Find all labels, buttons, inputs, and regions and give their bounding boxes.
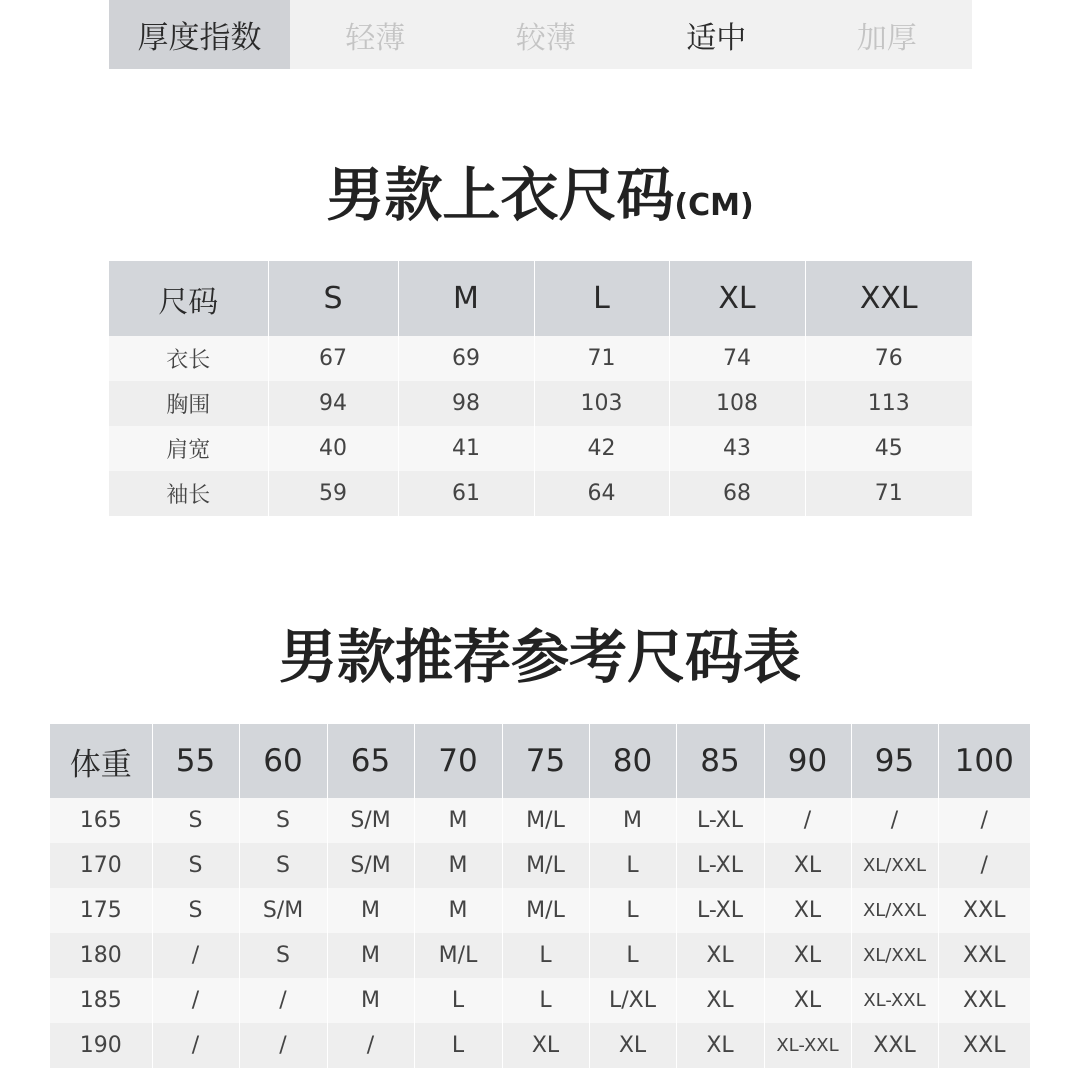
recommend-chart-header-cell: 100 <box>938 724 1030 798</box>
thickness-option-medium: 适中 <box>686 20 747 56</box>
recommend-chart-cell: XXL <box>938 1023 1030 1068</box>
recommend-chart-cell: M/L <box>502 843 589 888</box>
recommend-chart-header-cell: 体重 <box>50 724 152 798</box>
size-chart-title <box>0 148 1080 232</box>
recommend-chart-header-cell: 75 <box>502 724 589 798</box>
size-chart-cell: 42 <box>534 426 669 471</box>
thickness-index-bar <box>109 0 972 69</box>
recommend-chart-cell: M <box>589 798 676 843</box>
size-chart-header-cell: 尺码 <box>109 261 268 336</box>
size-chart-header-row <box>109 261 972 336</box>
size-chart-unit: (CM) <box>674 188 754 223</box>
size-chart-table <box>109 261 972 516</box>
size-chart-title-text: 男款上衣尺码 <box>326 161 675 229</box>
recommend-chart-header-cell: 60 <box>239 724 327 798</box>
recommend-chart-cell: XL <box>764 933 851 978</box>
recommend-chart-cell: XL/XXL <box>851 933 938 978</box>
size-chart-measure-label: 衣长 <box>109 336 268 381</box>
recommend-chart-header-cell: 55 <box>152 724 239 798</box>
size-chart-cell: 113 <box>805 381 972 426</box>
recommend-chart-height-cell: 180 <box>50 933 152 978</box>
recommend-chart-header-cell: 95 <box>851 724 938 798</box>
recommend-chart-height-cell: 170 <box>50 843 152 888</box>
recommend-chart-cell: / <box>239 1023 327 1068</box>
size-chart-cell: 74 <box>669 336 805 381</box>
recommend-chart-header-row <box>50 724 1030 798</box>
recommend-chart-cell: / <box>938 798 1030 843</box>
recommend-chart-cell: XL-XXL <box>764 1023 851 1068</box>
recommend-chart-cell: / <box>851 798 938 843</box>
recommend-chart-header-cell: 70 <box>414 724 502 798</box>
size-chart-cell: 103 <box>534 381 669 426</box>
size-chart-cell: 94 <box>268 381 398 426</box>
size-chart-cell: 98 <box>398 381 534 426</box>
recommend-chart-row <box>50 1023 1030 1068</box>
recommend-chart-header-cell: 90 <box>764 724 851 798</box>
size-chart-row <box>109 381 972 426</box>
recommend-chart-cell: / <box>152 978 239 1023</box>
recommend-chart-cell: XL <box>502 1023 589 1068</box>
recommend-chart-cell: XXL <box>938 933 1030 978</box>
size-chart-cell: 71 <box>805 471 972 516</box>
recommend-chart-height-cell: 175 <box>50 888 152 933</box>
recommend-chart-cell: L <box>414 978 502 1023</box>
recommend-chart-cell: M <box>414 798 502 843</box>
recommend-chart-cell: L <box>589 888 676 933</box>
recommend-chart-cell: XL-XXL <box>851 978 938 1023</box>
recommend-chart-cell: S <box>152 798 239 843</box>
recommend-chart-cell: / <box>152 933 239 978</box>
recommend-chart-cell: XL <box>589 1023 676 1068</box>
size-chart-row <box>109 426 972 471</box>
recommend-chart-height-cell: 190 <box>50 1023 152 1068</box>
recommend-chart-cell: XL <box>764 843 851 888</box>
thickness-option-thin: 较薄 <box>515 20 576 56</box>
thickness-option-light: 轻薄 <box>345 20 406 56</box>
recommend-chart-cell: XL <box>676 933 764 978</box>
recommend-chart-row <box>50 798 1030 843</box>
recommend-chart-height-cell: 165 <box>50 798 152 843</box>
recommend-chart-cell: S <box>239 843 327 888</box>
size-chart-cell: 41 <box>398 426 534 471</box>
size-chart-cell: 45 <box>805 426 972 471</box>
recommend-chart-table <box>50 724 1030 1068</box>
recommend-chart-cell: M <box>327 933 414 978</box>
size-chart-cell: 69 <box>398 336 534 381</box>
recommend-chart-row <box>50 888 1030 933</box>
recommend-chart-cell: S/M <box>327 798 414 843</box>
recommend-chart-cell: XL <box>676 1023 764 1068</box>
recommend-chart-cell: XL <box>764 888 851 933</box>
recommend-chart-cell: XL <box>676 978 764 1023</box>
recommend-chart-cell: L <box>589 843 676 888</box>
recommend-chart-cell: L <box>589 933 676 978</box>
recommend-chart-cell: M <box>327 978 414 1023</box>
thickness-option-thick: 加厚 <box>856 20 917 56</box>
size-chart-cell: 59 <box>268 471 398 516</box>
recommend-chart-cell: XXL <box>938 888 1030 933</box>
size-chart-cell: 67 <box>268 336 398 381</box>
recommend-chart-cell: M <box>414 843 502 888</box>
recommend-chart-cell: S <box>239 933 327 978</box>
size-chart-header-cell: L <box>534 261 669 336</box>
recommend-chart-cell: / <box>938 843 1030 888</box>
recommend-chart-cell: XXL <box>851 1023 938 1068</box>
recommend-chart-cell: L <box>414 1023 502 1068</box>
recommend-chart-cell: S <box>239 798 327 843</box>
size-chart-cell: 108 <box>669 381 805 426</box>
recommend-chart-cell: M/L <box>502 888 589 933</box>
recommend-chart-cell: XL <box>764 978 851 1023</box>
size-chart-measure-label: 袖长 <box>109 471 268 516</box>
size-chart-header-cell: XL <box>669 261 805 336</box>
size-chart-measure-label: 肩宽 <box>109 426 268 471</box>
recommend-chart-title: 男款推荐参考尺码表 <box>278 623 801 691</box>
recommend-chart-height-cell: 185 <box>50 978 152 1023</box>
recommend-chart-cell: L <box>502 933 589 978</box>
size-chart-header-cell: M <box>398 261 534 336</box>
size-chart-header-cell: S <box>268 261 398 336</box>
recommend-chart-cell: / <box>327 1023 414 1068</box>
recommend-chart-row <box>50 978 1030 1023</box>
size-chart-cell: 76 <box>805 336 972 381</box>
recommend-chart-cell: L-XL <box>676 843 764 888</box>
recommend-chart-header-cell: 80 <box>589 724 676 798</box>
recommend-chart-row <box>50 933 1030 978</box>
recommend-chart-cell: XL/XXL <box>851 843 938 888</box>
recommend-chart-cell: S <box>152 888 239 933</box>
recommend-chart-cell: L <box>502 978 589 1023</box>
recommend-chart-cell: S/M <box>327 843 414 888</box>
recommend-chart-cell: M/L <box>502 798 589 843</box>
recommend-chart-cell: S/M <box>239 888 327 933</box>
recommend-chart-cell: L-XL <box>676 888 764 933</box>
size-chart-header-cell: XXL <box>805 261 972 336</box>
recommend-chart-cell: L/XL <box>589 978 676 1023</box>
recommend-chart-cell: L-XL <box>676 798 764 843</box>
recommend-chart-cell: XXL <box>938 978 1030 1023</box>
size-chart-cell: 64 <box>534 471 669 516</box>
recommend-chart-cell: XL/XXL <box>851 888 938 933</box>
size-chart-cell: 68 <box>669 471 805 516</box>
recommend-chart-cell: / <box>239 978 327 1023</box>
size-chart-cell: 40 <box>268 426 398 471</box>
recommend-chart-cell: / <box>152 1023 239 1068</box>
recommend-chart-header-cell: 85 <box>676 724 764 798</box>
size-chart-measure-label: 胸围 <box>109 381 268 426</box>
recommend-chart-cell: M/L <box>414 933 502 978</box>
recommend-chart-cell: S <box>152 843 239 888</box>
size-chart-row <box>109 471 972 516</box>
recommend-chart-header-cell: 65 <box>327 724 414 798</box>
recommend-chart-row <box>50 843 1030 888</box>
size-chart-row <box>109 336 972 381</box>
recommend-chart-cell: / <box>764 798 851 843</box>
size-chart-cell: 61 <box>398 471 534 516</box>
size-chart-cell: 43 <box>669 426 805 471</box>
size-chart-cell: 71 <box>534 336 669 381</box>
recommend-chart-cell: M <box>414 888 502 933</box>
thickness-index-label: 厚度指数 <box>109 0 290 69</box>
recommend-chart-cell: M <box>327 888 414 933</box>
